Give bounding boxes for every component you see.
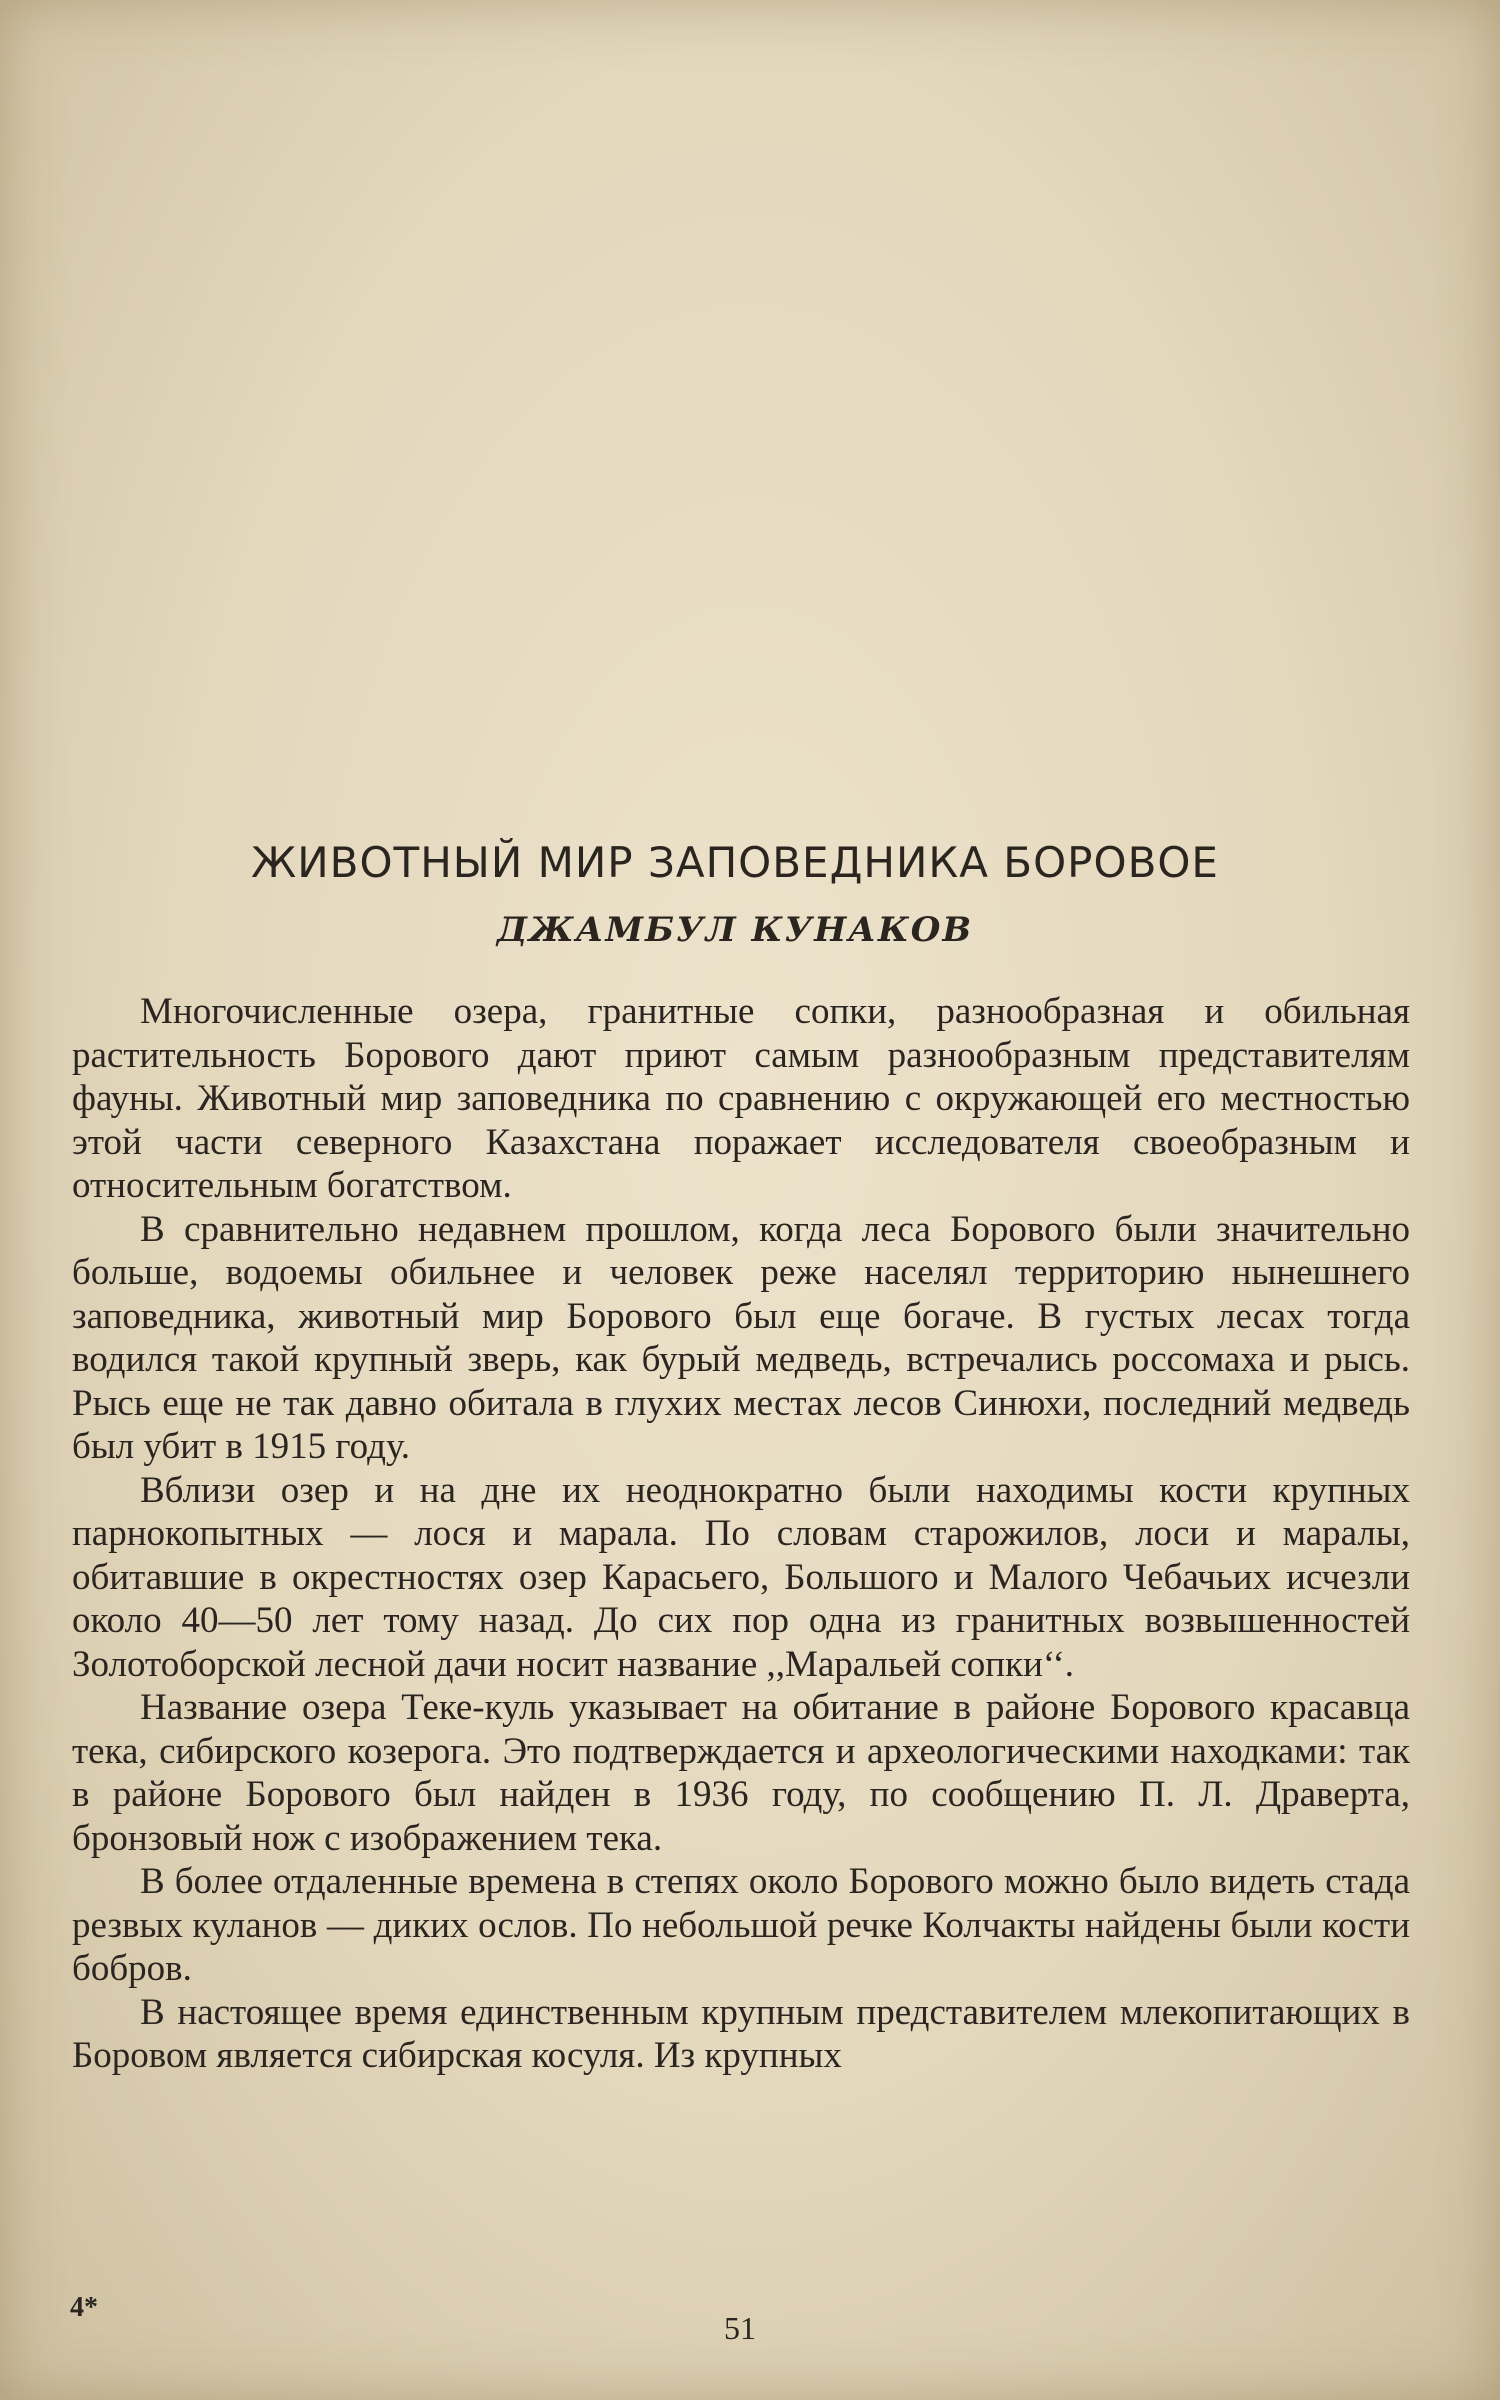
article-body bbox=[72, 990, 1410, 2078]
article-author: ДЖАМБУЛ КУНАКОВ bbox=[496, 910, 974, 950]
paragraph: Вблизи озер и на дне их неоднократно были находимы кости крупных парнокопытных — лося и марала. По словам старожилов, лоси и маралы, обитавшие в окрестностях озер Карасьего, Большого и Малого Чебачьих исчезли около 40—50 лет тому назад. До сих пор одна из гранитных возвышенностей Золотоборской лесной дачи носит название ,,Маральей сопки‘‘. bbox=[72, 1469, 1410, 1685]
article-title: ЖИВОТНЫЙ МИР ЗАПОВЕДНИКА БОРОВОЕ bbox=[251, 838, 1219, 887]
printer-signature-mark: 4* bbox=[70, 2292, 98, 2323]
page-number: 51 bbox=[724, 2310, 756, 2346]
paragraph: Название озера Теке-куль указывает на обитание в районе Борового красавца тека, сибирского козерога. Это подтверждается и археологическими находками: так в районе Борового был найден в 1936 году, по сообщению П. Л. Драверта, бронзовый нож с изображением тека. bbox=[72, 1687, 1410, 1859]
paragraph: В настоящее время единственным крупным представителем млекопитающих в Боровом является сибирская косуля. Из крупных bbox=[72, 1991, 1410, 2076]
paragraph: Многочисленные озера, гранитные сопки, разнообразная и обильная растительность Борового дают приют самым разнообразным представителям фауны. Животный мир заповедника по сравнению с окружающей его местностью этой части северного Казахстана поражает исследователя своеобразным и относительным богатством. bbox=[72, 991, 1410, 1206]
paragraph: В более отдаленные времена в степях около Борового можно было видеть стада резвых куланов — диких ослов. По небольшой речке Колчакты найдены были кости бобров. bbox=[72, 1861, 1410, 1989]
paragraph: В сравнительно недавнем прошлом, когда леса Борового были значительно больше, водоемы обильнее и человек реже населял территорию нынешнего заповедника, животный мир Борового был еще богаче. В густых лесах тогда водился такой крупный зверь, как бурый медведь, встречались россомаха и рысь. Рысь еще не так давно обитала в глухих местах лесов Синюхи, последний медведь был убит в 1915 году. bbox=[72, 1208, 1410, 1467]
